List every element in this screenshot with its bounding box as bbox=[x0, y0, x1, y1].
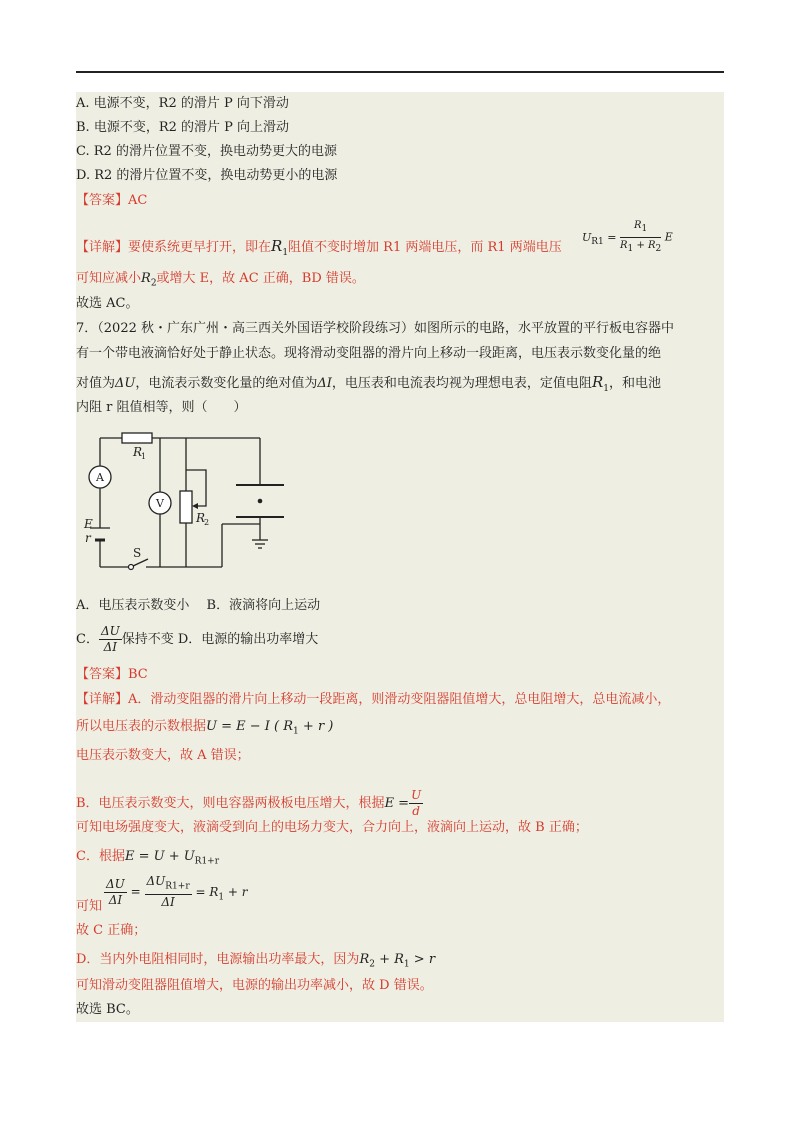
circuit-diagram bbox=[76, 430, 296, 580]
options-ab: A．电压表示数变小 B．液滴将向上运动 bbox=[76, 598, 321, 613]
formula-delta-ratio: $\frac{\Delta U}{\Delta I}$ = $\Delta U_{R1+r}$ ΔI = $R_1 + r$ bbox=[106, 874, 248, 910]
r2-rheostat bbox=[180, 491, 192, 523]
option-b-prev: B. 电源不变，R2 的滑片 P 向上滑动 bbox=[76, 120, 290, 135]
switch-label: S bbox=[133, 546, 142, 560]
switch-lever bbox=[133, 559, 148, 566]
detail-prev-line2: 可知应减小$R_2$或增大 E，故 AC 正确，BD 错误。 bbox=[76, 271, 365, 289]
r1-subscript: 1 bbox=[141, 452, 147, 461]
detail-c-line2: 可知 bbox=[76, 899, 103, 914]
r1-label: R bbox=[133, 445, 143, 459]
r2-subscript: 2 bbox=[204, 518, 210, 527]
detail-c-line3: 故 C 正确； bbox=[76, 923, 147, 938]
option-c-prev: C. R2 的滑片位置不变，换电动势更大的电源 bbox=[76, 144, 337, 159]
detail-c-line1: C．根据$E = U + U_{R1+r}$ bbox=[76, 849, 220, 867]
detail-prev-line1: 【详解】要使系统更早打开，即在$R_1$阻值不变时增加 R1 两端电压，而 R1 两端电压 bbox=[76, 237, 562, 258]
question-line1: 7．（2022 秋・广东广州・高三西关外国语学校阶段练习）如图所示的电路，水平放置的平行板电容器中 bbox=[76, 321, 674, 336]
slider-arrow bbox=[192, 503, 198, 509]
switch-pivot bbox=[129, 565, 134, 570]
r1-resistor bbox=[122, 433, 152, 443]
detail-a-line1: 【详解】A．滑动变阻器的滑片向上移动一段距离，则滑动变阻器阻值增大，总电阻增大，总电流减小， bbox=[76, 692, 671, 707]
header-rule bbox=[76, 71, 724, 73]
question-line2: 有一个带电液滴恰好处于静止状态。现将滑动变阻器的滑片向上移动一段距离，电压表示数变化量的绝 bbox=[76, 346, 662, 361]
ammeter-label: A bbox=[96, 471, 104, 484]
internal-r-label: r bbox=[85, 531, 91, 545]
voltmeter-label: V bbox=[156, 497, 164, 510]
detail-b-line2: 可知电场强度变大，液滴受到向上的电场力变大，合力向上，液滴向上运动，故 B 正确； bbox=[76, 820, 588, 835]
detail-a-line2: 所以电压表的示数根据U = E − I ( $R_1 + r$ ) bbox=[76, 719, 334, 737]
conclusion: 故选 BC。 bbox=[76, 1002, 139, 1017]
detail-a-line3: 电压表示数变大，故 A 错误； bbox=[76, 748, 250, 763]
question-line3: 对值为ΔU，电流表示数变化量的绝对值为ΔI，电压表和电流表均视为理想电表，定值电阻$R_1$，和电池 bbox=[76, 373, 661, 394]
answer: 【答案】BC bbox=[76, 667, 148, 682]
detail-d-line1: D．当内外电阻相同时，电源输出功率最大，因为$R_2 + R_1 > r$ bbox=[76, 952, 436, 970]
detail-d-line2: 可知滑动变阻器阻值增大，电源的输出功率减小，故 D 错误。 bbox=[76, 978, 433, 993]
r2-label: R bbox=[196, 511, 206, 525]
detail-b-line1: B．电压表示数变大，则电容器两极板电压增大，根据E = $\frac{U}{d}$ bbox=[76, 788, 422, 818]
answer-prev: 【答案】AC bbox=[76, 193, 148, 208]
option-c: C． $\frac{\Delta U}{\Delta I}$ 保持不变 D．电源的输出功率增大 bbox=[76, 624, 319, 654]
emf-label: E bbox=[84, 517, 93, 531]
option-d-prev: D. R2 的滑片位置不变，换电动势更小的电源 bbox=[76, 168, 338, 183]
option-a-prev: A. 电源不变，R2 的滑片 P 向下滑动 bbox=[76, 96, 289, 111]
charged-droplet bbox=[258, 499, 263, 504]
conclusion-prev: 故选 AC。 bbox=[76, 296, 139, 311]
question-line4: 内阻 r 阻值相等，则（ ） bbox=[76, 400, 247, 415]
formula-u-r1: $U_{R1}$ = $\frac{R_1}{R_1 + R_2}$ E bbox=[582, 220, 673, 254]
